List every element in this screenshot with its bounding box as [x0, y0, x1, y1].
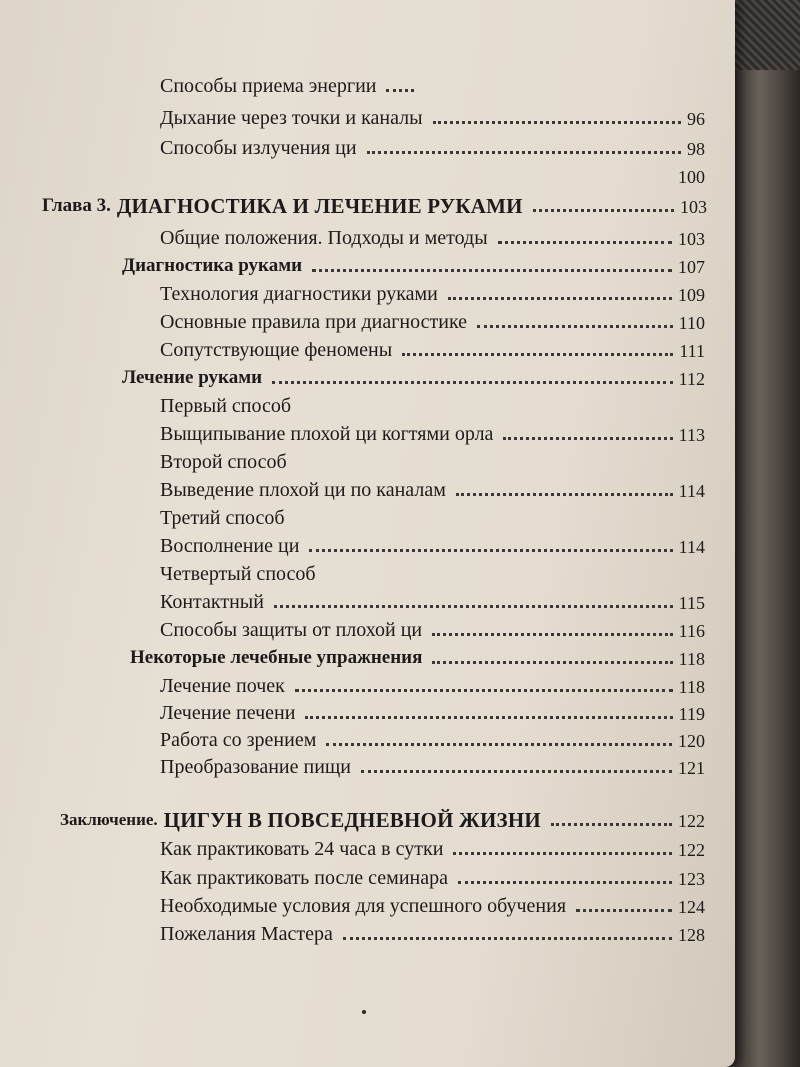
dot-leader — [453, 852, 672, 855]
toc-entry — [160, 476, 705, 502]
toc-entry-title: Лечение почек — [160, 675, 285, 697]
dot-leader — [533, 209, 674, 212]
toc-entry — [160, 224, 705, 250]
toc-entry — [160, 532, 705, 558]
toc-section-entry — [122, 252, 705, 278]
toc-entry-title: Сопутствующие феномены — [160, 339, 393, 361]
toc-entry-title: Некоторые лечебные упражнения — [130, 647, 423, 668]
toc-entry-title: Лечение руками — [122, 367, 263, 388]
toc-entry-title: Преобразование пищи — [160, 756, 352, 778]
dot-leader — [295, 689, 673, 692]
toc-entry-title: Пожелания Мастера — [160, 923, 333, 945]
toc-entry-page: 110 — [678, 313, 705, 333]
toc-entry-title: Лечение печени — [160, 702, 296, 724]
toc-entry-title: Выведение плохой ци по каналам — [160, 479, 446, 501]
toc-entry-title: Контактный — [160, 591, 264, 613]
dot-leader — [458, 881, 672, 884]
toc-entry-title: Технология диагностики руками — [160, 283, 438, 305]
toc-entry — [160, 504, 705, 530]
toc-entry — [160, 420, 705, 446]
dot-leader — [361, 770, 672, 773]
toc-entry-title: Способы приема энергии — [160, 75, 377, 97]
toc-entry-page: 114 — [678, 481, 705, 501]
toc-entry-title: Способы излучения ци — [160, 137, 357, 159]
toc-entry-title: Способы защиты от плохой ци — [160, 619, 423, 641]
dot-leader — [503, 437, 672, 440]
toc-section-entry — [130, 644, 705, 670]
toc-entry-title: Работа со зрением — [160, 729, 317, 751]
toc-entry — [160, 864, 705, 890]
toc-entry-title: Третий способ — [160, 507, 285, 529]
dot-leader — [367, 151, 681, 154]
toc-chapter-label: Глава 3. — [42, 195, 111, 216]
toc-entry — [160, 448, 705, 474]
toc-entry — [160, 892, 705, 918]
dot-leader — [433, 121, 681, 124]
toc-entry — [160, 616, 705, 642]
toc-entry — [160, 280, 705, 306]
toc-entry-title: Восполнение ци — [160, 535, 300, 557]
dot-leader — [432, 661, 672, 664]
toc-chapter-label: Заключение. — [60, 810, 158, 829]
toc-section-entry — [122, 364, 705, 390]
toc-entry-page: 113 — [678, 425, 705, 445]
dot-leader — [274, 605, 673, 608]
toc-entry-page: 109 — [678, 285, 705, 305]
toc-entry-page: 118 — [678, 649, 705, 669]
toc-chapter-title: ЦИГУН В ПОВСЕДНЕВНОЙ ЖИЗНИ — [163, 808, 541, 832]
toc-entry — [160, 162, 705, 188]
page-mark-dot — [362, 1010, 366, 1014]
toc-entry-page: 116 — [678, 621, 705, 641]
toc-entry — [160, 72, 420, 98]
dot-leader — [386, 89, 414, 92]
dot-leader — [312, 269, 672, 272]
dot-leader — [305, 716, 672, 719]
dot-leader — [326, 743, 672, 746]
toc-entry-page: 128 — [678, 925, 705, 945]
toc-chapter-entry — [42, 192, 707, 218]
toc-entry-page: 122 — [678, 811, 705, 831]
toc-entry-page: 120 — [678, 731, 705, 751]
toc-entry — [160, 699, 705, 725]
toc-entry — [160, 336, 705, 362]
toc-entry-page: 96 — [687, 109, 705, 129]
toc-entry — [160, 753, 705, 779]
toc-entry-page: 123 — [678, 869, 705, 889]
toc-entry-page: 122 — [678, 840, 705, 860]
toc-entry-page: 121 — [678, 758, 705, 778]
toc-entry-title: Диагностика руками — [122, 255, 303, 276]
toc-entry-page: 107 — [678, 257, 705, 277]
toc-entry-page: 103 — [678, 229, 705, 249]
toc-entry-page: 103 — [680, 197, 707, 217]
dot-leader — [551, 823, 672, 826]
toc-entry — [160, 835, 705, 861]
toc-entry — [160, 308, 705, 334]
toc-entry-page: 118 — [678, 677, 705, 697]
dot-leader — [498, 241, 672, 244]
toc-entry-title: Как практиковать после семинара — [160, 867, 448, 889]
dot-leader — [402, 353, 673, 356]
toc-chapter-title: ДИАГНОСТИКА И ЛЕЧЕНИЕ РУКАМИ — [116, 194, 523, 218]
toc-entry — [160, 588, 705, 614]
dot-leader — [477, 325, 673, 328]
toc-entry — [160, 672, 705, 698]
toc-entry-title: Необходимые условия для успешного обучения — [160, 895, 567, 917]
dot-leader — [448, 297, 672, 300]
toc-entry-title: Дыхание через точки и каналы — [160, 107, 423, 129]
toc-entry — [160, 726, 705, 752]
dot-leader — [456, 493, 673, 496]
toc-entry — [160, 920, 705, 946]
toc-entry-page: 111 — [679, 341, 705, 361]
toc-entry — [160, 104, 705, 130]
toc-entry — [160, 134, 705, 160]
toc-entry-page: 98 — [687, 139, 705, 159]
toc-chapter-entry — [60, 806, 705, 832]
toc-entry — [160, 392, 705, 418]
toc-entry-page: 114 — [678, 537, 705, 557]
toc-entry-page: 115 — [678, 593, 705, 613]
toc-entry — [160, 560, 705, 586]
toc-entry-title: Второй способ — [160, 451, 287, 473]
dot-leader — [343, 937, 672, 940]
dot-leader — [432, 633, 673, 636]
toc-entry-title: Выщипывание плохой ци когтями орла — [160, 423, 494, 445]
toc-entry-page: 112 — [678, 369, 705, 389]
toc-entry-title: Общие положения. Подходы и методы — [160, 227, 488, 249]
toc-entry-title: Как практиковать 24 часа в сутки — [160, 838, 444, 860]
toc-entry-page: 100 — [678, 167, 705, 187]
toc-entry-title: Основные правила при диагностике — [160, 311, 468, 333]
dot-leader — [272, 381, 673, 384]
toc-entry-title: Четвертый способ — [160, 563, 316, 585]
dot-leader — [576, 909, 672, 912]
toc-entry-page: 124 — [678, 897, 705, 917]
dot-leader — [309, 549, 672, 552]
toc-entry-page: 119 — [678, 704, 705, 724]
toc-entry-title: Первый способ — [160, 395, 292, 417]
